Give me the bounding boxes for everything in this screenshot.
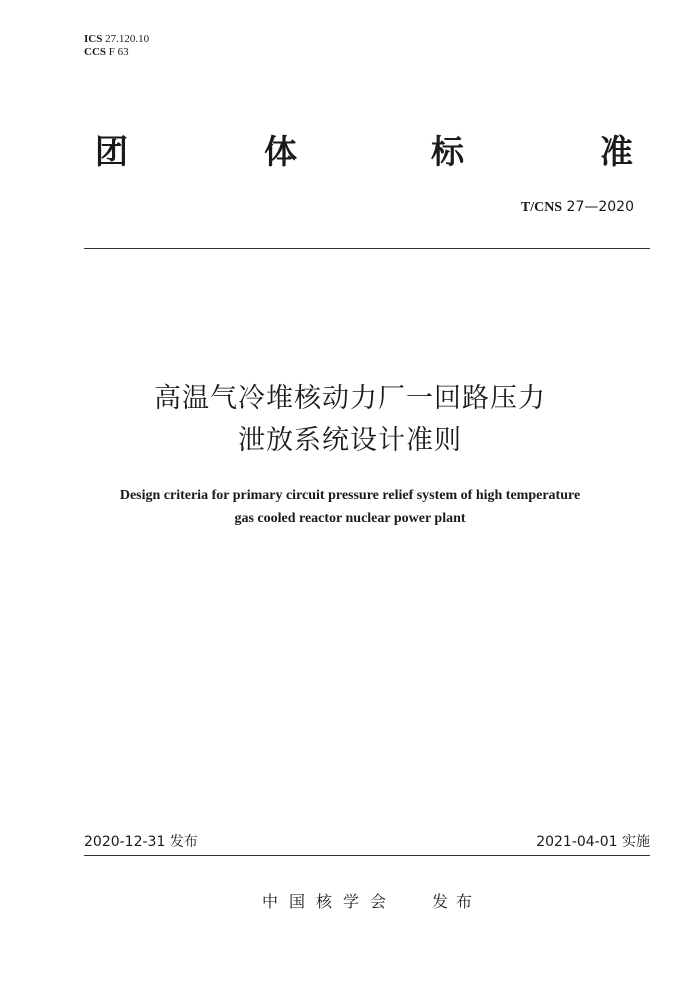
ccs-label: CCS: [84, 46, 107, 58]
ics-value: 27.120.10: [105, 33, 150, 45]
standard-type-char-1: 团: [95, 132, 128, 171]
ccs-value: F 63: [108, 46, 129, 58]
standard-type-char-3: 标: [431, 132, 464, 171]
issuer-action: 发布: [432, 892, 481, 911]
header-divider: [84, 248, 650, 249]
standard-number-prefix: T/CNS: [520, 200, 563, 215]
title-en-line-1: Design criteria for primary circuit pressure relief system of high temperature: [119, 488, 581, 503]
ics-code: [84, 33, 149, 46]
issuer-name: 中国核学会: [262, 892, 398, 911]
standard-number-value: 27—2020: [566, 199, 634, 215]
title-cn-line-2: 泄放系统设计准则: [238, 425, 462, 456]
classification-codes: [84, 33, 149, 59]
title-cn-line-1: 高温气冷堆核动力厂一回路压力: [154, 383, 546, 414]
standard-type-char-4: 准: [600, 132, 633, 171]
standard-type-char-2: 体: [264, 132, 297, 171]
footer-divider: [84, 855, 650, 856]
implement-date: 2021-04-01 实施: [536, 834, 650, 850]
title-en-line-2: gas cooled reactor nuclear power plant: [234, 511, 466, 526]
standard-number: [521, 199, 634, 216]
ccs-code: [84, 46, 149, 59]
ics-label: ICS: [84, 33, 103, 45]
publish-date: 2020-12-31 发布: [84, 834, 198, 850]
